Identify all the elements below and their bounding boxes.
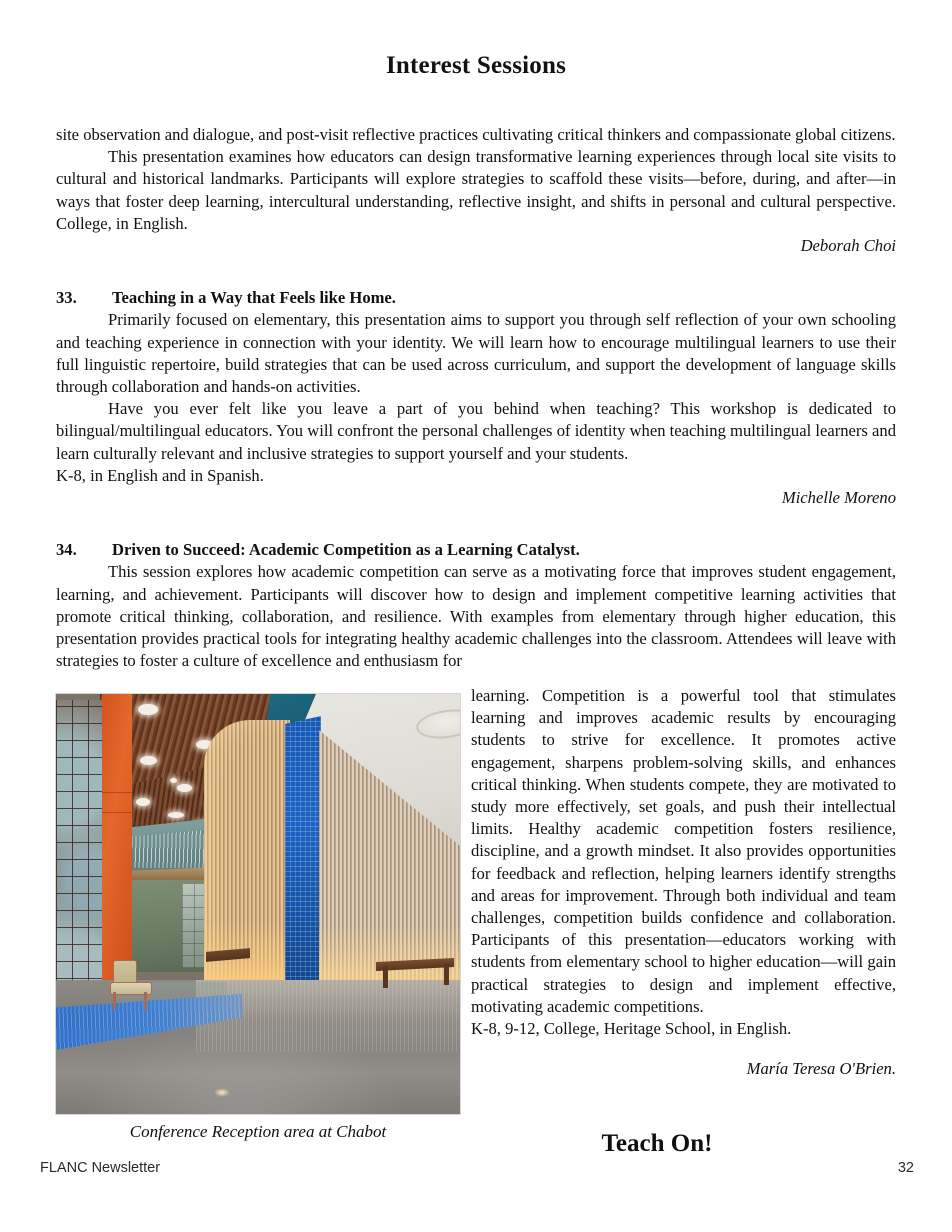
photo-blue-mosaic-band bbox=[285, 716, 321, 982]
photo-bench-leg bbox=[444, 963, 449, 985]
photo-downlight bbox=[168, 812, 184, 818]
photo-slatted-wall-uplight bbox=[319, 924, 460, 982]
photo-column-seam bbox=[102, 812, 132, 813]
session-34-heading bbox=[56, 539, 896, 561]
photo-downlight bbox=[140, 756, 157, 765]
photo-column-seam bbox=[102, 792, 132, 793]
photo-armchair-leg bbox=[113, 992, 116, 1010]
main-text-column bbox=[56, 124, 896, 672]
presenter-maria-teresa-obrien: María Teresa O'Brien. bbox=[746, 1059, 896, 1078]
footer-page-number: 32 bbox=[897, 1160, 914, 1176]
presenter-deborah-choi: Deborah Choi bbox=[800, 236, 896, 256]
photo-floor-highlight bbox=[214, 1088, 230, 1097]
footer-publication-name: FLANC Newsletter bbox=[40, 1160, 161, 1176]
photo-caption: Conference Reception area at Chabot bbox=[129, 1122, 387, 1141]
session-34-title: Driven to Succeed: Academic Competition as a Learning Catalyst. bbox=[112, 540, 580, 560]
page-title: Interest Sessions bbox=[385, 52, 567, 79]
session-34-paragraph-wrapped: learning. Competition is a powerful tool that stimulates learning and improves academic results by encouraging students to strive for excellence. It promotes active engagement, sharpens problem-solving skills, and enhances critical thinking. When students compete, they are motivated to study more effectively, set goals, and push their intellectual limits. Healthy academic competition fosters resilience, discipline, and a growth mindset. It also provides opportunities for feedback and reflection, helping learners identify strengths and areas for improvement. Through both individual and team challenges, competition builds confidence and collaboration. Participants of this presentation—educators working with students from elementary school to higher education—will gain practical strategies to design and implement effective, motivating academic competitions. bbox=[471, 686, 896, 1016]
section-spacer bbox=[56, 257, 896, 287]
photo-downlight bbox=[138, 704, 158, 715]
session-34-number: 34. bbox=[56, 540, 77, 560]
section-spacer-2 bbox=[56, 509, 896, 539]
continued-paragraph-2: This presentation examines how educators can design transformative learning experiences through local site visits to cultural and historical landmarks. Participants will explore strategies to scaffold these visits—before, during, and after—in ways that foster deep learning, intercultural understanding, reflective insight, and shifts in personal and cultural perspective. College, in English. bbox=[56, 147, 896, 233]
session-34-wrapped-column bbox=[471, 685, 896, 1040]
session-33-paragraph-2: Have you ever felt like you leave a part of you behind when teaching? This workshop is dedicated to bilingual/multilingual educators. You will confront the personal challenges of identity when teaching multilingual learners and learn culturally relevant and inclusive strategies to support yourself and your students. bbox=[56, 399, 896, 463]
photo-downlight bbox=[170, 778, 177, 783]
presenter-michelle-moreno: Michelle Moreno bbox=[781, 488, 896, 508]
photo-downlight bbox=[136, 798, 150, 806]
photo-bench-leg bbox=[383, 966, 388, 988]
conference-photo bbox=[56, 694, 460, 1114]
session-34-paragraph-1: This session explores how academic competition can serve as a motivating force that improves student engagement, learning, and achievement. Participants will discover how to design and implement competitive learning activities that promote critical thinking, collaboration, and resilience. With examples from elementary through higher education, this presentation provides practical tools for integrating healthy academic challenges into the classroom. Attendees will leave with strategies to foster a culture of excellence and enthusiasm for bbox=[56, 562, 896, 671]
teach-on-slogan: Teach On! bbox=[601, 1130, 713, 1157]
session-33-title: Teaching in a Way that Feels like Home. bbox=[112, 288, 396, 308]
session-33-paragraph-1: Primarily focused on elementary, this presentation aims to support you through self reflection of your own schooling and teaching experience in connection with your identity. We will learn how to encourage multilingual learners to use their full linguistic repertoire, build strategies that can be used across curriculum, and support the development of language skills through collaboration and hands-on activities. bbox=[56, 310, 896, 397]
session-33-audience: K-8, in English and in Spanish. bbox=[56, 465, 264, 485]
session-34-audience: K-8, 9-12, College, Heritage School, in English. bbox=[471, 1019, 792, 1039]
photo-canvas bbox=[56, 694, 460, 1114]
session-33-heading bbox=[56, 287, 896, 309]
photo-downlight bbox=[177, 784, 192, 792]
photo-armchair-leg bbox=[144, 992, 147, 1010]
continued-paragraph-1: site observation and dialogue, and post-visit reflective practices cultivating critical thinkers and compassionate global citizens. bbox=[56, 125, 896, 144]
session-33-number: 33. bbox=[56, 288, 77, 308]
